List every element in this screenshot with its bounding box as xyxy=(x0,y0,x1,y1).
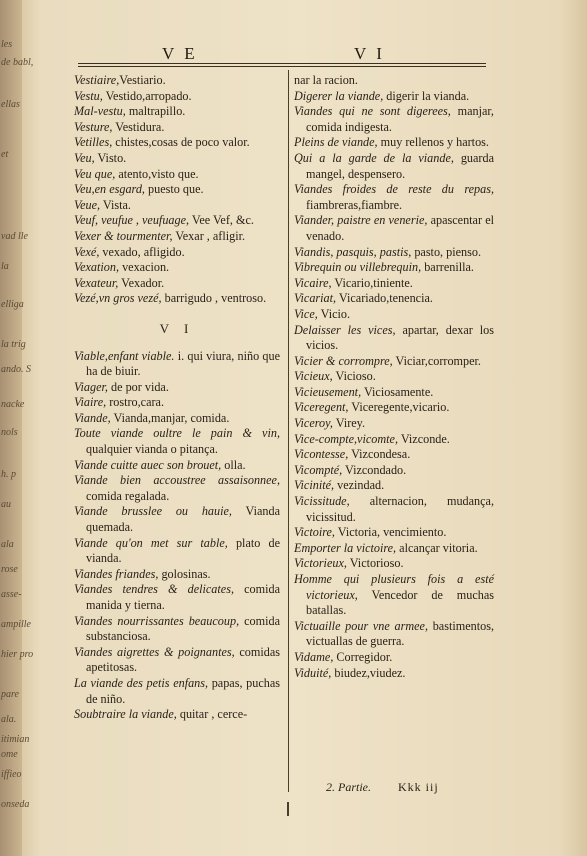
entry-headword: Qui a la garde de la viande, xyxy=(294,150,454,165)
entry-headword: Vicontesse, xyxy=(294,447,349,462)
dictionary-entry xyxy=(294,494,494,525)
entry-headword: Veu que, xyxy=(74,166,116,181)
gutter-fragment: ala. xyxy=(1,714,17,725)
dictionary-entry xyxy=(74,104,280,120)
entry-translation: apascentar el venado. xyxy=(306,213,495,243)
gutter-fragment: asse- xyxy=(1,589,22,600)
dictionary-entry xyxy=(294,463,494,479)
entry-headword: La viande des petis enfans, xyxy=(74,675,209,690)
dictionary-entry xyxy=(74,120,280,136)
entry-translation: muy rellenos y hartos. xyxy=(377,135,489,150)
entry-headword: Veuf, veufue , veufuage, xyxy=(74,213,190,228)
entry-translation: biudez,viudez. xyxy=(331,665,406,680)
gutter-fragment: ome xyxy=(1,749,18,760)
dictionary-entry xyxy=(74,567,280,583)
entry-headword: Vicompté, xyxy=(294,462,343,477)
entry-headword: Viandes friandes, xyxy=(74,566,159,581)
dictionary-entry xyxy=(294,354,494,370)
entry-headword: Viander, paistre en venerie, xyxy=(294,213,428,228)
entry-headword: Vicieux, xyxy=(294,369,333,384)
entry-headword: Veue, xyxy=(74,197,101,212)
dictionary-entry xyxy=(74,411,280,427)
gutter-fragment: nols xyxy=(1,427,18,438)
gutter-fragment: ellas xyxy=(1,99,20,110)
dictionary-entry xyxy=(294,135,494,151)
entry-headword: Viager, xyxy=(74,379,108,394)
entry-translation: Vestiario. xyxy=(119,73,166,87)
dictionary-entry xyxy=(74,276,280,292)
dictionary-entry xyxy=(74,536,280,567)
dictionary-entry xyxy=(294,104,494,135)
entry-headword: Vicaire, xyxy=(294,275,332,290)
running-head-left: V E xyxy=(162,44,198,63)
dictionary-entry xyxy=(294,525,494,541)
entry-headword: Digerer la viande, xyxy=(294,88,384,103)
entry-translation: chistes,cosas de poco valor. xyxy=(112,135,250,150)
entry-translation: Vicario,tiniente. xyxy=(331,275,413,290)
entry-translation: fiambreras,fiambre. xyxy=(306,197,403,212)
bottom-mark xyxy=(287,802,289,816)
dictionary-entry xyxy=(294,385,494,401)
entry-translation: Viciosamente. xyxy=(361,384,434,399)
entry-translation: bastimentos, victuallas de guerra. xyxy=(306,618,494,649)
entry-translation: atento,visto que. xyxy=(115,166,199,181)
dictionary-entry xyxy=(294,416,494,432)
entry-translation: Vicio. xyxy=(317,306,351,321)
dictionary-entry xyxy=(294,478,494,494)
entry-headword: Vetilles, xyxy=(74,135,113,150)
dictionary-entry xyxy=(74,458,280,474)
dictionary-entry xyxy=(74,473,280,504)
gutter-fragment: la xyxy=(1,261,9,272)
entry-headword: Vicinité, xyxy=(294,478,335,493)
entry-translation: Virey. xyxy=(332,416,366,431)
entry-headword: Veu,en esgard, xyxy=(74,182,145,197)
running-head-right: V I xyxy=(354,44,385,63)
entry-translation: comida regalada. xyxy=(86,488,170,503)
entry-headword: Vice, xyxy=(294,306,318,321)
dictionary-entry xyxy=(294,556,494,572)
dictionary-entry xyxy=(294,73,494,89)
dictionary-entry xyxy=(294,260,494,276)
entry-translation: plato de vianda. xyxy=(86,535,280,566)
entry-headword: Viandis, pasquis, pastis, xyxy=(294,244,412,259)
entry-headword: Viande cuitte auec son brouet, xyxy=(74,457,222,472)
entry-headword: Veu, xyxy=(74,150,95,165)
entry-headword: Vicieusement, xyxy=(294,384,362,399)
entry-translation: apartar, dexar los vicios. xyxy=(306,322,494,353)
entry-headword: Homme qui plusieurs fois a esté victorieux, xyxy=(294,572,494,602)
entry-translation: Viceregente,vicario. xyxy=(348,400,450,415)
entry-translation: Vizcondesa. xyxy=(348,447,411,462)
entry-translation: pasto, pienso. xyxy=(411,244,481,259)
gutter-fragment: hier pro xyxy=(1,649,34,660)
dictionary-entry xyxy=(294,213,494,244)
dictionary-entry xyxy=(74,395,280,411)
signature-mark: Kkk iij xyxy=(398,780,439,794)
entry-translation: i. qui viura, niño que ha de biuir. xyxy=(86,348,281,379)
dictionary-entry xyxy=(74,229,280,245)
entry-translation: Vista. xyxy=(100,197,131,212)
entry-headword: Viandes tendres & delicates, xyxy=(74,582,234,597)
dictionary-entry xyxy=(294,323,494,354)
gutter-fragment: rose xyxy=(1,564,18,575)
entry-translation: Vencedor de muchas batallas. xyxy=(306,587,494,618)
gutter-fragment: de babl, xyxy=(1,57,34,68)
entry-translation: guarda mangel, despensero. xyxy=(306,150,494,181)
dictionary-entry xyxy=(294,447,494,463)
entry-headword: Vidame, xyxy=(294,649,334,664)
entry-headword: Viande, xyxy=(74,410,111,425)
entry-headword: Vice-compte,vicomte, xyxy=(294,431,398,446)
entry-translation: manjar, comida indigesta. xyxy=(306,104,494,134)
entry-translation: puesto que. xyxy=(144,182,204,197)
dictionary-entry xyxy=(74,291,280,307)
entry-headword: Victuaille pour vne armee, xyxy=(294,618,429,633)
entry-headword: Vicissitude, xyxy=(294,494,350,509)
entry-translation: Vicioso. xyxy=(332,369,376,384)
dictionary-entry xyxy=(74,504,280,535)
dictionary-entry xyxy=(74,151,280,167)
entry-translation: vexado, afligido. xyxy=(99,244,185,259)
left-column xyxy=(74,73,280,723)
entry-translation: alcançar vitoria. xyxy=(396,540,478,555)
gutter-fragment: h. p xyxy=(1,469,16,480)
dictionary-entry xyxy=(74,89,280,105)
column-divider xyxy=(288,70,289,792)
entry-translation: Corregidor. xyxy=(333,649,393,664)
entry-translation: barrigudo , ventroso. xyxy=(161,291,267,306)
entry-headword: Vicier & corrompre, xyxy=(294,353,393,368)
dictionary-entry xyxy=(294,650,494,666)
gutter-fragment: la trig xyxy=(1,339,26,350)
entry-translation: comida substanciosa. xyxy=(86,613,281,644)
entry-headword: Viceroy, xyxy=(294,416,333,431)
dictionary-entry xyxy=(74,182,280,198)
header-rule-secondary xyxy=(78,66,486,67)
gutter-fragment: elliga xyxy=(1,299,24,310)
entry-headword: Vibrequin ou villebrequin, xyxy=(294,260,422,275)
entry-headword: Viandes nourrissantes beaucoup, xyxy=(74,613,240,628)
dictionary-entry xyxy=(74,614,280,645)
entry-headword: Viduité, xyxy=(294,665,332,680)
dictionary-entry xyxy=(294,400,494,416)
entry-headword: Viaire, xyxy=(74,395,107,410)
entry-translation: Vexador. xyxy=(118,275,165,290)
dictionary-entry xyxy=(294,572,494,619)
dictionary-entry xyxy=(294,369,494,385)
entry-translation: alternacion, mudança, vicissitud. xyxy=(306,494,494,524)
header-rule xyxy=(78,63,486,64)
gutter-fragment: ampille xyxy=(1,619,31,630)
entry-headword: Viceregent, xyxy=(294,400,349,415)
entry-translation: olla. xyxy=(221,457,246,472)
right-column xyxy=(294,73,494,681)
entry-headword: Vexé, xyxy=(74,244,100,259)
entry-translation: quitar , cerce- xyxy=(176,707,248,722)
entry-translation: golosinas. xyxy=(158,566,211,581)
entry-translation: papas, puchas de niño. xyxy=(86,675,280,706)
entry-translation: Victorioso. xyxy=(346,556,404,571)
entry-headword: Victorieux, xyxy=(294,556,347,571)
entry-headword: Vexateur, xyxy=(74,275,119,290)
dictionary-entry xyxy=(294,276,494,292)
gutter-fragment: ando. S xyxy=(1,364,31,375)
dictionary-entry xyxy=(294,307,494,323)
entry-translation: Viciar,corromper. xyxy=(392,353,481,368)
dictionary-entry xyxy=(74,135,280,151)
dictionary-entry xyxy=(74,676,280,707)
dictionary-entry xyxy=(74,426,280,457)
entry-headword: Vesture, xyxy=(74,119,113,134)
right-entries xyxy=(294,73,494,681)
entry-translation: vezindad. xyxy=(334,478,385,493)
entry-headword: Vicariat, xyxy=(294,291,337,306)
gutter-fragment: onseda xyxy=(1,799,30,810)
dictionary-entry xyxy=(74,245,280,261)
dictionary-entry xyxy=(294,182,494,213)
entry-translation: Vicariado,tenencia. xyxy=(336,291,433,306)
dictionary-entry xyxy=(74,73,280,89)
entry-headword: Toute viande oultre le pain & vin, xyxy=(74,426,280,441)
gutter-fragment: au xyxy=(1,499,11,510)
dictionary-entry xyxy=(74,707,280,723)
entry-translation: Vestidura. xyxy=(112,119,165,134)
entry-headword: Emporter la victoire, xyxy=(294,540,397,555)
entry-translation: Vizconde. xyxy=(398,431,450,446)
entry-headword: Viande qu'on met sur table, xyxy=(74,535,228,550)
entry-headword: Viandes froides de reste du repas, xyxy=(294,182,494,197)
entry-headword: Vezé,vn gros vezé, xyxy=(74,291,162,306)
entry-headword: Delaisser les vices, xyxy=(294,322,396,337)
entry-translation: comida manida y tierna. xyxy=(86,582,280,612)
dictionary-entry xyxy=(294,541,494,557)
entry-headword: Pleins de viande, xyxy=(294,135,378,150)
entry-headword: Vestiaire, xyxy=(74,73,120,87)
entry-translation: comidas apetitosas. xyxy=(86,644,280,675)
entry-translation: qualquier vianda o pitança. xyxy=(86,442,218,457)
left-entries-vi xyxy=(74,349,280,723)
section-title-vi: V I xyxy=(159,320,195,336)
entry-headword: Soubtraire la viande, xyxy=(74,707,177,722)
entry-translation: Victoria, vencimiento. xyxy=(334,525,447,540)
gutter-fragment: ala xyxy=(1,539,14,550)
dictionary-entry xyxy=(74,167,280,183)
entry-headword: Victoire, xyxy=(294,525,335,540)
dictionary-entry xyxy=(74,198,280,214)
entry-headword: Vexer & tourmenter, xyxy=(74,228,173,243)
entry-translation: Vexar , afligir. xyxy=(172,228,246,243)
gutter-fragment: vad lle xyxy=(1,231,28,242)
dictionary-entry xyxy=(74,582,280,613)
dictionary-entry xyxy=(294,666,494,682)
entry-translation: barrenilla. xyxy=(421,260,474,275)
dictionary-entry xyxy=(74,349,280,380)
entry-headword: Vexation, xyxy=(74,260,120,275)
entry-headword: Mal-vestu, xyxy=(74,104,126,119)
dictionary-entry xyxy=(74,213,280,229)
dictionary-entry xyxy=(294,151,494,182)
entry-headword: Viande bien accoustree assaisonnee, xyxy=(74,473,280,488)
entry-headword: Vestu, xyxy=(74,88,103,103)
entry-headword: Viandes aigrettes & poignantes, xyxy=(74,644,235,659)
dictionary-entry xyxy=(294,432,494,448)
entry-translation: Vianda,manjar, comida. xyxy=(110,410,230,425)
gutter-fragment: iffieo xyxy=(1,769,22,780)
entry-translation: rostro,cara. xyxy=(106,395,165,410)
dictionary-entry xyxy=(74,645,280,676)
entry-translation: Vestido,arropado. xyxy=(102,88,192,103)
dictionary-entry xyxy=(294,291,494,307)
dictionary-entry xyxy=(294,619,494,650)
entry-translation: Vizcondado. xyxy=(342,462,407,477)
dictionary-entry xyxy=(294,245,494,261)
signature-part: 2. Partie. xyxy=(326,780,371,794)
entry-translation: digerir la vianda. xyxy=(383,88,470,103)
entry-headword: Viande brusslee ou hauie, xyxy=(74,504,232,519)
gutter-fragment: itimian xyxy=(1,734,30,745)
entry-translation: vexacion. xyxy=(119,260,170,275)
entry-translation: maltrapillo. xyxy=(125,104,186,119)
entry-translation: Vee Vef, &c. xyxy=(189,213,254,228)
entry-translation: de por vida. xyxy=(107,379,169,394)
left-entries-ve xyxy=(74,73,280,307)
dictionary-entry xyxy=(74,380,280,396)
entry-translation: nar la racion. xyxy=(294,73,358,87)
gutter-fragment: et xyxy=(1,149,9,160)
entry-headword: Viandes qui ne sont digerees, xyxy=(294,104,451,119)
dictionary-entry xyxy=(294,89,494,105)
gutter-fragment: les xyxy=(1,39,13,50)
entry-headword: Viable,enfant viable. xyxy=(74,348,175,363)
entry-translation: Vianda quemada. xyxy=(86,504,280,535)
entry-translation: Visto. xyxy=(94,150,127,165)
gutter-fragment: pare xyxy=(1,689,19,700)
gutter-fragment: nacke xyxy=(1,399,25,410)
dictionary-entry xyxy=(74,260,280,276)
